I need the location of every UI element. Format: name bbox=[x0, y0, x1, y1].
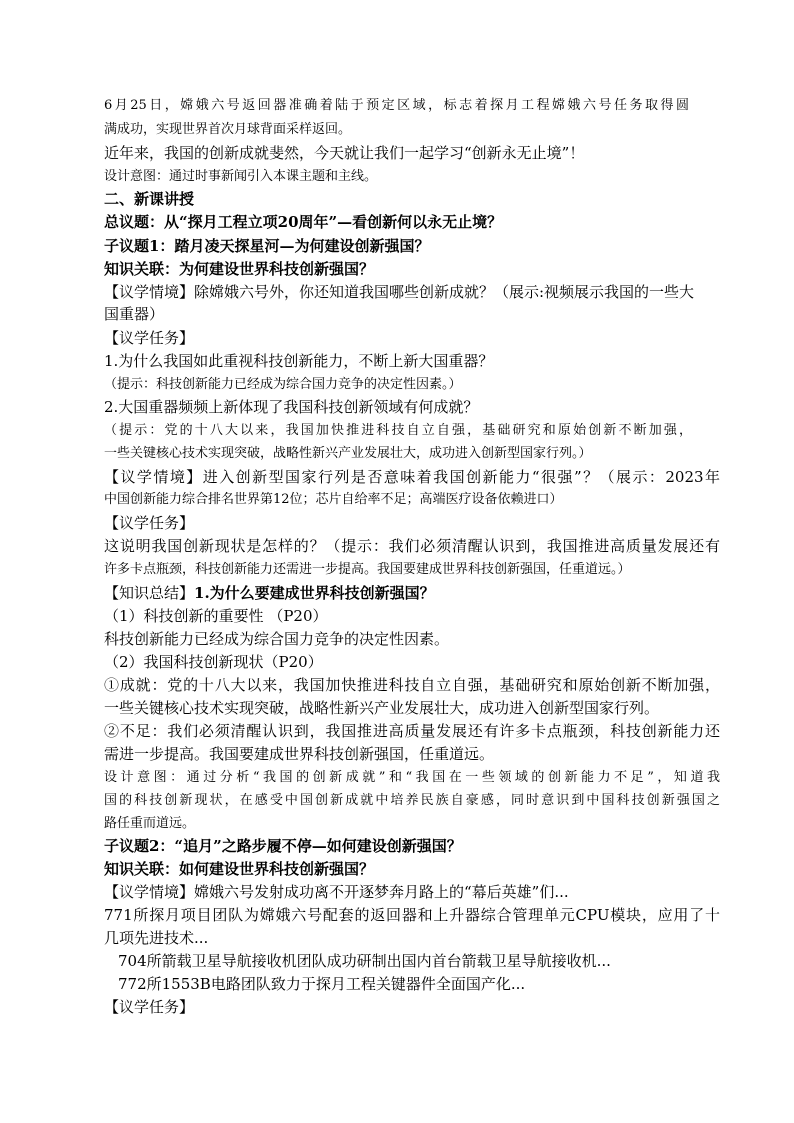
section-title: 二、新课讲授 bbox=[104, 190, 195, 208]
knowledge-link: 知识关联：为何建设世界科技创新强国？ bbox=[104, 260, 375, 278]
situation-text: 嫦娥六号发射成功离不开逐梦奔月路上的“幕后英雄”们... bbox=[194, 883, 569, 901]
question-1-hint: （提示：科技创新能力已经成为综合国力竞争的决定性因素。） bbox=[104, 377, 462, 392]
team-771-line: 771所探月项目团队为嫦娥六号配套的返回器和上升器综合管理单元CPU模块，应用了十 bbox=[104, 906, 720, 924]
point-2-achievement-line: 一些关键核心技术实现突破，战略性新兴产业发展壮大，成功进入创新型国家行列。 bbox=[104, 699, 660, 717]
main-topic: 总议题：从“探月工程立项20周年”—看创新何以永无止境？ bbox=[104, 213, 503, 231]
team-704-item: 704所箭载卫星导航接收机团队成功研制出国内首台箭载卫星导航接收机... bbox=[118, 952, 611, 970]
situation-paragraph-line: 中国创新能力综合排名世界第12位；芯片自给率不足；高端医疗设备依赖进口） bbox=[104, 492, 563, 507]
situation-paragraph-line: 【议学情境】进入创新型国家行列是否意味着我国创新能力“很强”？（展示：2023年 bbox=[104, 468, 720, 486]
intro-paragraph-line: 满成功，实现世界首次月球背面采样返回。 bbox=[104, 122, 352, 137]
knowledge-summary bbox=[104, 586, 435, 601]
question-2: 2.大国重器频频上新体现了我国科技创新领域有何成就？ bbox=[104, 398, 479, 416]
intro-paragraph-line: 6月25日，嫦娥六号返回器准确着陆于预定区域，标志着探月工程嫦娥六号任务取得圆 bbox=[104, 98, 689, 113]
question-3-line: 这说明我国创新现状是怎样的？（提示：我们必须清醒认识到，我国推进高质量发展还有 bbox=[104, 537, 720, 555]
point-2-title: （2）我国科技创新现状（P20） bbox=[104, 653, 323, 671]
summary-title: 1.为什么要建成世界科技创新强国？ bbox=[194, 584, 435, 602]
question-2-hint-line: 一些关键核心技术实现突破，战略性新兴产业发展壮大，成功进入创新型国家行列。） bbox=[104, 446, 592, 461]
question-1: 1.为什么我国如此重视科技创新能力，不断上新大国重器？ bbox=[104, 352, 494, 370]
point-1-title: （1）科技创新的重要性 （P20） bbox=[104, 607, 328, 625]
design-intent-line: 设计意图：通过分析“我国的创新成就”和“我国在一些领域的创新能力不足”，知道我 bbox=[104, 770, 720, 785]
task-label: 【议学任务】 bbox=[104, 514, 195, 532]
question-3-line: 许多卡点瓶颈，科技创新能力还需进一步提高。我国要建成世界科技创新强国，任重道远。） bbox=[104, 562, 631, 577]
point-2-shortfall-line: ②不足：我们必须清醒认识到，我国推进高质量发展还有许多卡点瓶颈，科技创新能力还 bbox=[104, 722, 720, 740]
design-intent-line: 路任重而道远。 bbox=[104, 816, 196, 831]
sub-topic-1-title: 子议题1：踏月凌天探星河—为何建设创新强国？ bbox=[104, 237, 430, 255]
team-771-line: 几项先进技术... bbox=[104, 929, 209, 947]
design-intent: 设计意图：通过时事新闻引入本课主题和主线。 bbox=[104, 169, 378, 184]
situation-paragraph-line: 国重器） bbox=[104, 305, 165, 323]
intro-paragraph: 近年来，我国的创新成就斐然，今天就让我们一起学习“创新永无止境”！ bbox=[104, 144, 585, 162]
point-2-achievement-line: ①成就：党的十八大以来，我国加快推进科技自立自强，基础研究和原始创新不断加强， bbox=[104, 676, 720, 694]
knowledge-link: 知识关联：如何建设世界科技创新强国？ bbox=[104, 860, 375, 878]
situation-paragraph-line: 【议学情境】除嫦娥六号外，你还知道我国哪些创新成就？（展示:视频展示我国的一些大 bbox=[104, 283, 695, 301]
task-label: 【议学任务】 bbox=[104, 329, 195, 347]
summary-label: 【知识总结】 bbox=[104, 584, 195, 602]
design-intent-line: 国的科技创新现状，在感受中国创新成就中培养民族自豪感，同时意识到中国科技创新强国之 bbox=[104, 793, 720, 808]
point-2-shortfall-line: 需进一步提高。我国要建成世界科技创新强国，任重道远。 bbox=[104, 745, 495, 763]
team-772-item: 772所1553B电路团队致力于探月工程关键器件全面国产化... bbox=[118, 975, 526, 993]
situation-label: 【议学情境】 bbox=[104, 883, 195, 901]
question-2-hint-line: （提示：党的十八大以来，我国加快推进科技自立自强，基础研究和原始创新不断加强， bbox=[104, 423, 692, 438]
task-label: 【议学任务】 bbox=[104, 998, 195, 1016]
point-1-text: 科技创新能力已经成为综合国力竞争的决定性因素。 bbox=[104, 630, 450, 648]
sub-topic-2-title: 子议题2：“追月”之路步履不停—如何建设创新强国？ bbox=[104, 837, 462, 855]
situation-paragraph bbox=[104, 885, 569, 900]
